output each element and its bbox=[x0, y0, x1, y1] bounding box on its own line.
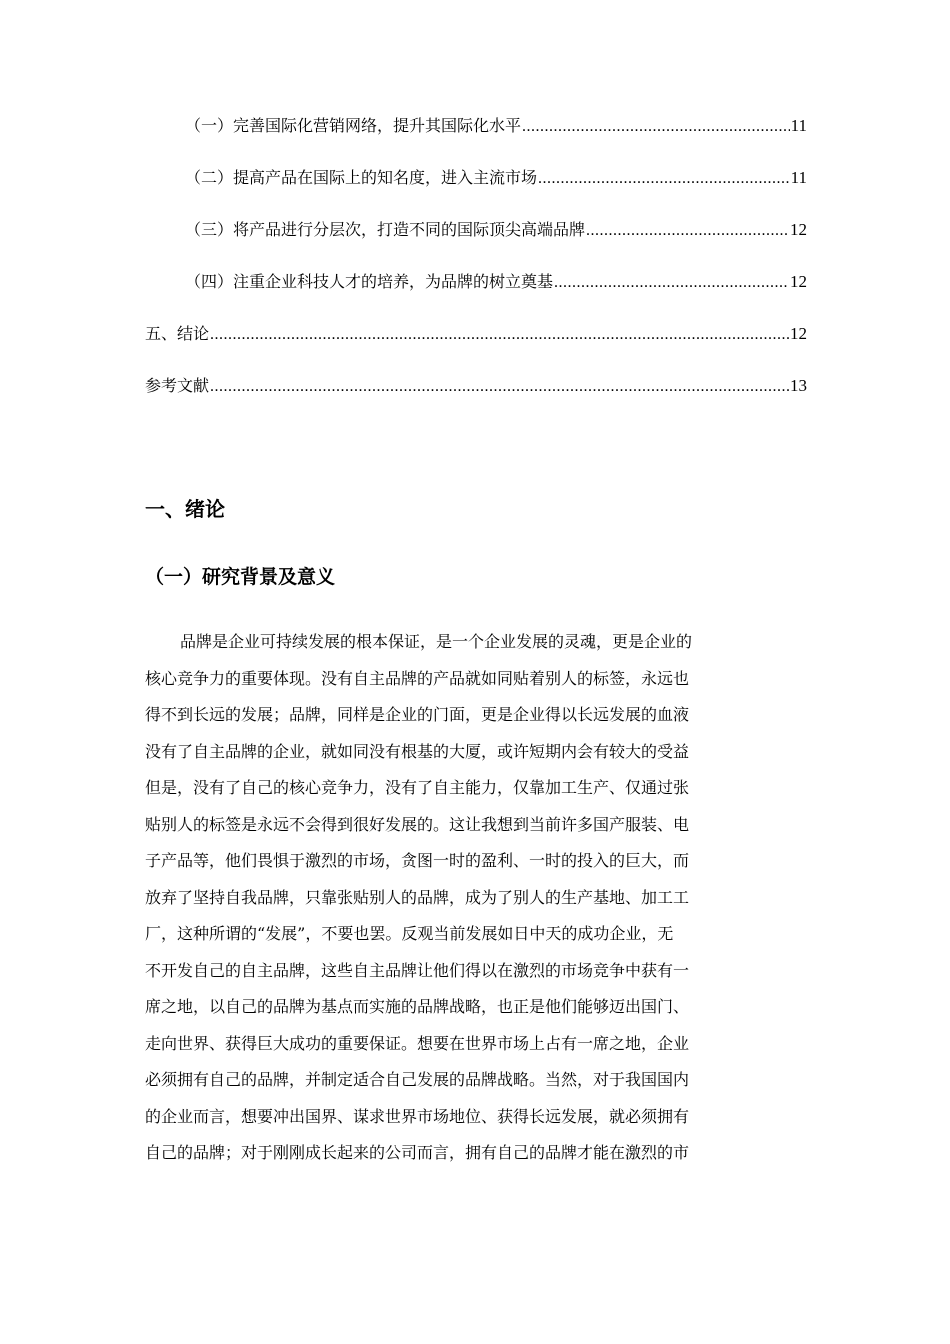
toc-entry[interactable] bbox=[145, 114, 807, 166]
toc-entry-page: 12 bbox=[790, 324, 807, 343]
toc-entry[interactable] bbox=[145, 374, 807, 426]
paragraph-line: 自己的品牌；对于刚刚成长起来的公司而言，拥有自己的品牌才能在激烈的市 bbox=[145, 1143, 690, 1162]
toc-entry-title: 参考文献 bbox=[145, 376, 210, 395]
paragraph-line: 走向世界、获得巨大成功的重要保证。想要在世界市场上占有一席之地，企业 bbox=[145, 1033, 690, 1053]
paragraph-line: 品牌是企业可持续发展的根本保证，是一个企业发展的灵魂，更是企业的 bbox=[180, 632, 693, 651]
toc-entry-title: （三）将产品进行分层次，打造不同的国际顶尖高端品牌 bbox=[185, 220, 586, 239]
paragraph-line: 但是，没有了自己的核心竞争力，没有了自主能力，仅靠加工生产、仅通过张 bbox=[145, 778, 690, 797]
paragraph-line: 子产品等，他们畏惧于激烈的市场，贪图一时的盈利、一时的投入的巨大，而 bbox=[145, 851, 690, 870]
paragraph-line: 的企业而言，想要冲出国界、谋求世界市场地位、获得长远发展，就必须拥有 bbox=[145, 1106, 690, 1126]
toc-leader-dots bbox=[586, 219, 789, 243]
paragraph-line: 得不到长远的发展；品牌，同样是企业的门面，更是企业得以长远发展的血液 bbox=[145, 705, 690, 724]
paragraph-line: 不开发自己的自主品牌，这些自主品牌让他们得以在激烈的市场竞争中获有一 bbox=[145, 960, 690, 980]
toc-entry[interactable] bbox=[145, 218, 807, 270]
table-of-contents bbox=[145, 114, 807, 426]
paragraph-line: 贴别人的标签是永远不会得到很好发展的。这让我想到当前许多国产服装、电 bbox=[145, 814, 690, 834]
toc-entry[interactable] bbox=[145, 166, 807, 218]
toc-entry-page: 13 bbox=[790, 376, 807, 395]
toc-leader-dots bbox=[522, 115, 790, 139]
toc-entry-title: （二）提高产品在国际上的知名度，进入主流市场 bbox=[185, 168, 538, 187]
body-paragraph bbox=[145, 624, 807, 1172]
toc-leader-dots bbox=[210, 375, 789, 399]
toc-entry[interactable] bbox=[145, 322, 807, 374]
paragraph-line: 没有了自主品牌的企业，就如同没有根基的大厦，或许短期内会有较大的受益 bbox=[145, 741, 690, 761]
paragraph-line: 厂，这种所谓的“发展”，不要也罢。反观当前发展如日中天的成功企业，无 bbox=[145, 924, 674, 943]
paragraph-line: 核心竞争力的重要体现。没有自主品牌的产品就如同贴着别人的标签，永远也 bbox=[145, 668, 690, 688]
toc-entry-page: 12 bbox=[790, 220, 807, 239]
toc-entry-page: 12 bbox=[790, 272, 807, 291]
toc-leader-dots bbox=[210, 323, 789, 347]
toc-entry[interactable] bbox=[145, 270, 807, 322]
toc-entry-page: 11 bbox=[790, 116, 807, 135]
toc-entry-title: 五、结论 bbox=[145, 324, 210, 343]
chapter-heading: 一、绪论 bbox=[145, 497, 225, 521]
paragraph-line: 席之地，以自己的品牌为基点而实施的品牌战略，也正是他们能够迈出国门、 bbox=[145, 997, 690, 1016]
toc-leader-dots bbox=[538, 167, 790, 191]
section-heading: （一）研究背景及意义 bbox=[145, 566, 336, 588]
toc-leader-dots bbox=[554, 271, 789, 295]
paragraph-line: 放弃了坚持自我品牌，只靠张贴别人的品牌，成为了别人的生产基地、加工工 bbox=[145, 887, 690, 907]
toc-entry-title: （四）注重企业科技人才的培养，为品牌的树立奠基 bbox=[185, 272, 554, 291]
toc-entry-page: 11 bbox=[790, 168, 807, 187]
toc-entry-title: （一）完善国际化营销网络，提升其国际化水平 bbox=[185, 116, 522, 135]
paragraph-line: 必须拥有自己的品牌，并制定适合自己发展的品牌战略。当然，对于我国国内 bbox=[145, 1070, 690, 1089]
